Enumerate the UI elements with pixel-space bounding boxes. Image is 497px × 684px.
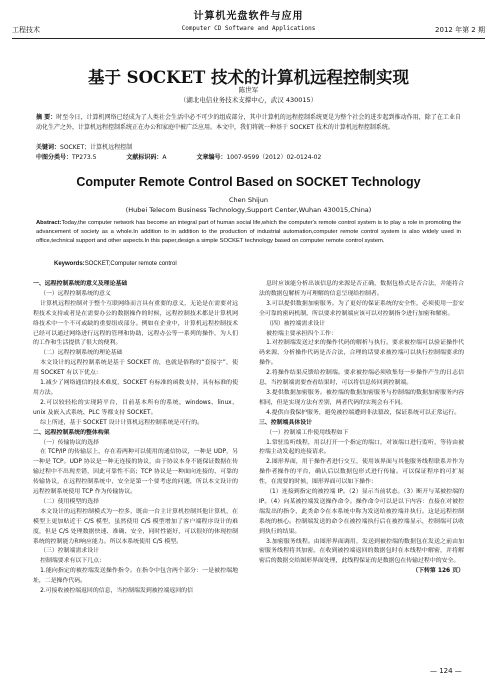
- subsection-heading: （一）传输协议的选择: [40, 439, 99, 446]
- issue-label: 2012 年第 2 期: [435, 26, 485, 34]
- abstract-cn: [36, 113, 461, 132]
- section-heading: 一、远程控制系统的意义及理论基础: [33, 281, 128, 287]
- abstract-label: 摘 要：: [36, 114, 57, 121]
- author-cn: 陈世军: [238, 86, 259, 94]
- section-heading: 二、远程控制系统的整体构架: [33, 429, 110, 436]
- body-paragraph: 2.将操作结果反馈给控制端。要求被控端必须收集每一步操作产生的日志信息，当控制端需要查看结果时，可以将信息传回到控制端。: [259, 370, 464, 387]
- article-title-en: Computer Remote Control Based on SOCKET Technology: [76, 175, 421, 189]
- body-paragraph: 息时应该能分析出该信息的来源是否正确，数据包格式是否合法，并能将合法的数据包解析为可理解的信息呈现给控制者。: [259, 281, 464, 297]
- abstract-en: [36, 219, 461, 247]
- keywords-text-cn: SOCKET；计算机远程控制: [60, 144, 133, 151]
- body-paragraph: 3.可以提供数据加密服务。为了更好的保证系统的安全性，必须使用一套安全可靠的密码机制，所以要求控制端应该可以对控制指令进行加密和解密。: [259, 300, 464, 317]
- article-no-value: 1007-9599（2012）02-0124-02: [226, 154, 322, 161]
- subsection-heading: （二）远程控制系统的理论基础: [40, 350, 123, 357]
- journal-name: 计算机光盘软件与应用: [193, 11, 304, 22]
- body-paragraph: 3.提供数据加密服务。被控端的数据加密服务与控制端的数据加密服务内容相同，但是实现方法有差别，两者代码的实现会有不同。: [259, 389, 464, 406]
- clc-label: 中图分类号：: [36, 154, 73, 161]
- running-header: [0, 0, 497, 46]
- doc-code-field: [126, 154, 180, 161]
- body-paragraph: 综上所述，基于 SOCKET 设计计算机远程控制系统是可行的。: [40, 419, 203, 426]
- clc-value: TP273.5: [72, 154, 97, 161]
- body-paragraph: 3.加密服务线程。由图形界面调用，发送到被控端的数据包在发送之前由加密服务线程将其加密。在收到被控端返回的数据包时在本线程中解密，并将解密后的数据交给图形界面处理，此线程保证的是数据包在传输过程中的安全。: [259, 538, 464, 565]
- body-paragraph: 被控端主要承担四个工作：: [266, 330, 337, 337]
- keywords-en-label: Keywords:: [54, 261, 85, 267]
- body-paragraph: 本文设计的远程控制模式为一控多，既由一台主计算机控制其他计算机，在模型上更加贴近于 C/S 模型，虽然使用 C/S 模型增加了客户端程序设计的难度，但是 C/S 处理数据快速、准确、安全，同时性能好，可以很好的体现控制系统的控制能力和响应能力。所以本系统使用 C/S 模型。: [33, 508, 238, 545]
- body-paragraph: 2.图形界面，用于操作者进行交互，使用该界面与其他服务线程联系并作为操作者操作的平台，确认后以数据包形式进行传输。可以保证程序的可扩展性，在需要的时候，图形界面可以如下操作：: [259, 459, 464, 486]
- body-paragraph: 计算机远程控制对于整个互联网络而言具有重要的意义，无论是在需要对远程技术支持或者是在需要办公的数据操作的时候，远程控制技术都是计算机网络技术中一个不可或缺的重要组成部分。例如在企业中，计算机远程控制技术已经可以通过网络进行远程的管理和协助，远程办公等一系列的操作，为人们的工作和生活提供了很大的便利。: [33, 300, 238, 347]
- header-rule: [12, 38, 485, 39]
- continued-note: （下转第 126 页）: [412, 568, 464, 575]
- clc-field: [36, 154, 110, 161]
- affiliation-en: (Hubei Telecom Business Technology,Support Center,Wuhan 430015,China): [125, 206, 372, 214]
- subsection-heading: （二）使用模型的选择: [40, 498, 99, 505]
- article-no-label: 文章编号：: [196, 154, 227, 161]
- abstract-en-label: Abstract:: [36, 220, 62, 226]
- keywords-label: 关键词：: [36, 144, 61, 151]
- doc-code-value: A: [162, 154, 167, 161]
- article-title-cn: 基于 SOCKET 技术的计算机远程控制实现: [87, 68, 410, 87]
- author-en: Chen Shijun: [229, 196, 268, 204]
- affiliation-cn: （湖北电信业务技术支撑中心，武汉 430015）: [179, 96, 318, 104]
- header-row: [12, 24, 485, 38]
- body-paragraph: 1.常驻监听线程，用以打开一个指定的端口，对该端口进行监听，等待由被控端主动发起的连接请求。: [259, 439, 464, 456]
- body-paragraph: 4.提供自我保护服务，避免被控端遭到非法篡改，保证系统可以正常运行。: [266, 409, 461, 416]
- subsection-heading: （三）控制端需求设计: [40, 548, 99, 555]
- article-no-field: [196, 154, 335, 161]
- journal-name-en: Computer CD Software and Applications: [181, 25, 316, 32]
- keywords-en: [54, 261, 177, 267]
- body-paragraph: 在 TCP/IP 的传输层上，存在着两种可以使用的通信协议，一种是 UDP，另一种是 TCP。UDP 协议是一种无连接的协议，由于协议本身不能保证数据在传输过程中不出现差错，因此可靠性不高；TCP 协议是一种面向连接的、可靠的传输协议，在远程控制系统中，安全是第一个要考虑的问题，所以本文设计的远程控制系统使用 TCP 作为传输协议。: [33, 449, 238, 496]
- subsection-heading: （四）被控端需求设计: [266, 320, 325, 327]
- body-paragraph: 1.减少了网络通信的技术难度，SOCKET 有标准的函数支持，具有标准的使用方法。: [33, 380, 238, 396]
- body-paragraph: 1.对控制端发送过来的操作代码的解析与执行。要求被控端可以验证操作代码来源，分析操作代码是否合法，合理的话要求被控端可以执行控制端要求的操作。: [259, 340, 464, 367]
- section-label: 工程技术: [12, 26, 40, 34]
- subsection-heading: （一）控制端工作使用线程如下: [266, 429, 349, 436]
- body-paragraph: 2.可以较轻松的实现跨平台，目前基本所有的系统，windows、linux、unix 及嵌入式系统、PLC 等都支持 SOCKET。: [33, 399, 238, 416]
- body-paragraph: 控制端要求有以下几点：: [40, 558, 105, 565]
- body-paragraph: 1.能向指定的被控端发送操作指令。在指令中包含两个部分：一是被控端地址，二是操作代码。: [33, 568, 238, 585]
- body-paragraph: 本文设计的远程控制系统是基于 SOCKET 的，也就是俗称的“套接字”，使用 SOCKET 有以下优点：: [33, 360, 238, 377]
- body-paragraph: 2.可接收被控端返回的信息，当控制端发到被控端返回的信: [40, 588, 193, 595]
- keywords-text-en: SOCKET;Computer remote control: [84, 261, 177, 267]
- section-heading: 三、控制端具体设计: [259, 419, 313, 426]
- keywords-cn: [36, 142, 132, 151]
- abstract-text-en: Today,the computer network has become an integral part of human social life,which the computer's remote control system is to play a role in promoting the advancement of society as a whole.In addition to in addition to the production of industrial automation,computer remote control system is also widely used in office,technical support and other aspects.In this paper,design a simple SOCKET technology based on computer remote control system.: [36, 220, 461, 245]
- doc-code-label: 文献标识码：: [126, 154, 163, 161]
- classification-line: [36, 152, 461, 161]
- page-number: — 124 —: [430, 667, 462, 675]
- body-paragraph: （1）连接到指定的被控端 IP。（2）显示当前状态。（3）断开与某被控端的 IP。（4）向某被控端发送操作命令。操作命令可以是以下内容：直接在对被控端发出的指令，此类命令在本系统中称为发送给被控端并执行。这是远程控制系统的核心。控制端发送的命令在被控端执行后在被控端显示，控制端可以收到执行的结果。: [259, 489, 464, 535]
- abstract-text-cn: 时至今日，计算机网络已经成为了人类社会生活中必不可少的组成部分，其中计算机的远程控制系统更是为整个社会的进步起到推动作用，除了在工业自动化生产之外，计算机远程控制系统正在办公和家庭中被广泛应用。本文中，我们将就一种基于 SOCKET 技术的计算机远程控制系统。: [36, 114, 461, 131]
- body-column-right: [259, 280, 464, 577]
- body-column-left: [33, 280, 238, 597]
- subsection-heading: （一）远程控制系统的意义: [40, 290, 111, 297]
